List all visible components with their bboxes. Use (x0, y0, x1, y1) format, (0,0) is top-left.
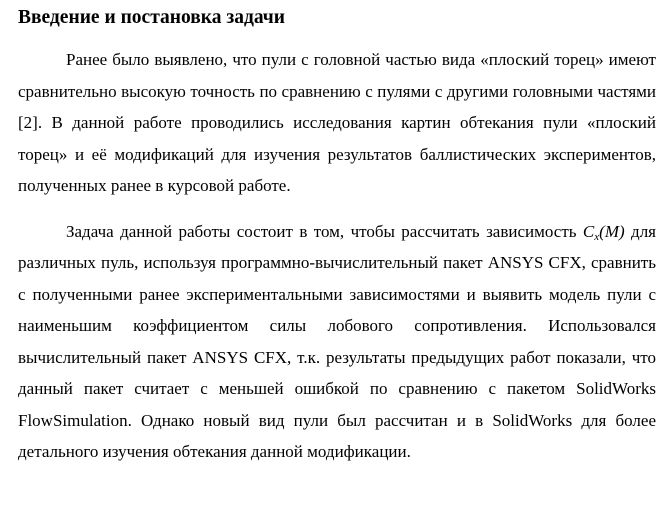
section-heading: Введение и постановка задачи (18, 7, 286, 28)
paragraph-task-rest: для различных пуль, используя программно-вычислительный пакет ANSYS CFX, сравнить с полученными ранее экспериментальными зависимостями и выявить модель пули с наименьшим коэффициентом силы лобового сопротивления. Использовался вычислительный пакет ANSYS CFX, т.к. результаты предыдущих работ показали, что данный пакет считает с меньшей ошибкой по сравнению с пакетом SolidWorks FlowSimulation. Однако новый вид пули был рассчитан и в SolidWorks для более детального изучения обтекания данной модификации. (18, 221, 656, 461)
paragraph-task-start: Задача данной работы состоит в том, чтобы рассчитать зависимость (66, 221, 583, 241)
formula-argument: (M) (599, 221, 625, 241)
formula-subscript: x (594, 230, 600, 243)
drag-coefficient-formula (583, 222, 625, 241)
paragraph-task (18, 216, 656, 468)
paragraph-intro: Ранее было выявлено, что пули с головной частью вида «плоский торец» имеют сравнительно высокую точность по сравнению с пулями с другими головными частями [2]. В данной работе проводились исследования картин обтекания пули «плоский торец» и её модификаций для изучения результатов баллистических экспериментов, полученных ранее в курсовой работе. (18, 50, 656, 195)
formula-base: C (582, 221, 595, 241)
